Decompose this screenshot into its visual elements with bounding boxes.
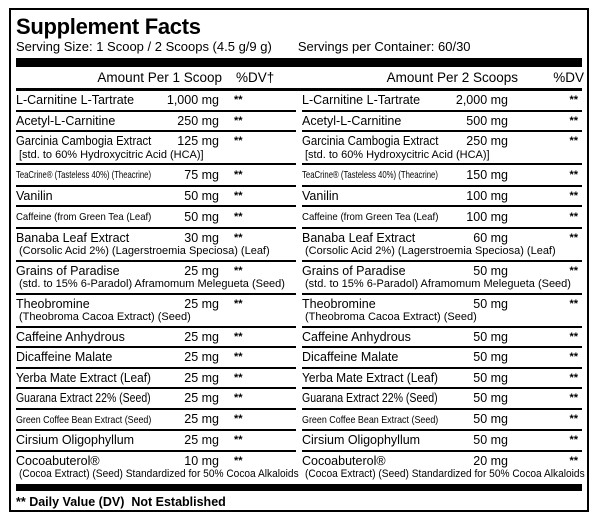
ingredient-name: Banaba Leaf Extract: [16, 230, 130, 245]
ingredient-row: [16, 387, 296, 408]
column-headers-2-scoops: [305, 70, 588, 85]
ingredient-amount: 2,000 mg: [455, 93, 508, 107]
ingredient-dv-value: **: [569, 330, 578, 343]
footnote: ** Daily Value (DV) Not Established: [16, 494, 226, 509]
serving-info: [16, 39, 582, 54]
ingredient-dv-value: **: [234, 413, 243, 426]
ingredient-amount: 25 mg: [184, 433, 219, 447]
ingredient-row: [16, 130, 296, 163]
ingredient-row: [302, 387, 582, 408]
ingredient-row: [302, 205, 582, 227]
ingredient-amount: 125 mg: [177, 134, 219, 148]
ingredient-name: Theobromine: [302, 296, 376, 311]
ingredient-row: [16, 185, 296, 206]
ingredient-dv-value: **: [234, 231, 243, 244]
amount-per-1-scoop-header: Amount Per 1 Scoop: [97, 70, 222, 85]
ingredient-amount: 60 mg: [473, 230, 508, 245]
ingredient-amount: 20 mg: [473, 453, 508, 468]
ingredient-row: [16, 429, 296, 450]
ingredient-dv-value: **: [569, 264, 578, 277]
ingredient-name: Cirsium Oligophyllum: [302, 433, 421, 447]
ingredient-name: Acetyl-L-Carnitine: [302, 113, 402, 128]
ingredient-dv-value: **: [569, 413, 578, 426]
ingredient-dv-value: **: [569, 135, 578, 148]
ingredient-dv-value: **: [569, 168, 578, 181]
ingredient-amount: 50 mg: [184, 188, 219, 203]
ingredient-row: [16, 293, 296, 326]
ingredient-amount: 10 mg: [184, 453, 219, 468]
table-1-scoop: [16, 91, 299, 483]
ingredient-dv-value: **: [234, 351, 243, 364]
supplement-facts-label: [9, 8, 589, 512]
ingredient-name: Acetyl-L-Carnitine: [16, 113, 116, 128]
ingredient-name: Guarana Extract 22% (Seed): [302, 391, 438, 405]
ingredient-amount: 50 mg: [473, 433, 508, 447]
ingredient-row: [302, 227, 582, 260]
ingredient-subtext: (Cocoa Extract) (Seed) Standardized for 50% Cocoa Alkaloids: [305, 468, 585, 480]
ingredient-row: [302, 91, 582, 110]
ingredient-dv-value: **: [234, 210, 243, 223]
ingredient-dv-value: **: [569, 210, 578, 223]
ingredient-row: [302, 110, 582, 131]
ingredient-amount: 75 mg: [184, 167, 219, 182]
ingredient-subtext: (Corsolic Acid 2%) (Lagerstroemia Speciosa) (Leaf): [19, 245, 270, 257]
ingredient-subtext: (Corsolic Acid 2%) (Lagerstroemia Speciosa) (Leaf): [305, 245, 556, 257]
ingredient-row: [302, 408, 582, 430]
ingredient-amount: 25 mg: [184, 263, 219, 278]
ingredient-name: Caffeine Anhydrous: [302, 329, 411, 344]
ingredient-amount: 25 mg: [184, 391, 219, 405]
ingredient-row: [302, 450, 585, 483]
ingredient-name: Grains of Paradise: [302, 263, 406, 278]
ingredient-dv-value: **: [569, 434, 578, 447]
ingredient-subtext: (Theobroma Cacoa Extract) (Seed): [19, 311, 191, 323]
ingredient-amount: 50 mg: [473, 370, 508, 385]
column-headers: [16, 67, 582, 88]
ingredient-subtext: [std. to 60% Hydroxycitric Acid (HCA)]: [19, 148, 204, 161]
ingredient-dv-value: **: [234, 434, 243, 447]
ingredient-subtext: [std. to 60% Hydroxycitric Acid (HCA)]: [305, 148, 490, 161]
ingredient-name: Caffeine (from Green Tea (Leaf): [302, 211, 439, 223]
ingredient-name: L-Carnitine L-Tartrate: [16, 93, 135, 107]
ingredient-name: Cocoabuterol®: [302, 453, 386, 468]
dv-header-2-scoops: %DV: [553, 70, 584, 85]
ingredient-dv-value: **: [569, 189, 578, 202]
ingredient-name: Banaba Leaf Extract: [302, 230, 416, 245]
ingredient-amount: 50 mg: [473, 350, 508, 364]
ingredient-row: [16, 91, 296, 110]
ingredient-dv-value: **: [234, 392, 243, 405]
ingredient-amount: 150 mg: [466, 167, 508, 182]
ingredient-amount: 500 mg: [466, 113, 508, 128]
label-title: Supplement Facts: [16, 14, 201, 39]
ingredient-name: Green Coffee Bean Extract (Seed): [302, 413, 439, 426]
ingredient-row: [16, 326, 296, 347]
ingredient-dv-value: **: [234, 297, 243, 310]
ingredient-dv-value: **: [569, 351, 578, 364]
ingredient-row: [16, 110, 296, 131]
ingredient-row: [302, 293, 582, 326]
ingredient-dv-value: **: [234, 454, 243, 467]
ingredient-amount: 25 mg: [184, 350, 219, 364]
ingredient-amount: 50 mg: [473, 296, 508, 311]
ingredient-name: Vanilin: [302, 188, 339, 203]
dv-header-1-scoop: %DV†: [236, 70, 275, 85]
ingredient-name: Dicaffeine Malate: [302, 350, 399, 364]
ingredient-dv-value: **: [569, 454, 578, 467]
ingredient-name: Dicaffeine Malate: [16, 350, 113, 364]
amount-per-2-scoops-header: Amount Per 2 Scoops: [386, 70, 518, 85]
ingredient-subtext: (Theobroma Cacoa Extract) (Seed): [305, 311, 477, 323]
ingredient-name: Theobromine: [16, 296, 90, 311]
ingredient-row: [302, 326, 582, 347]
ingredient-row: [302, 429, 582, 450]
column-headers-1-scoop: [16, 70, 299, 85]
ingredient-row: [16, 367, 296, 388]
ingredient-amount: 50 mg: [473, 412, 508, 426]
ingredient-row: [302, 260, 582, 293]
ingredient-name: L-Carnitine L-Tartrate: [302, 93, 421, 107]
ingredient-amount: 25 mg: [184, 296, 219, 311]
ingredient-dv-value: **: [569, 114, 578, 127]
divider-bar-bottom: [16, 484, 582, 491]
ingredient-row: [302, 346, 582, 367]
ingredient-name: Yerba Mate Extract (Leaf): [302, 370, 439, 385]
ingredient-row: [16, 205, 296, 227]
ingredient-row: [302, 367, 582, 388]
ingredient-amount: 50 mg: [473, 391, 508, 405]
ingredient-name: Grains of Paradise: [16, 263, 120, 278]
ingredient-dv-value: **: [234, 135, 243, 148]
ingredient-row: [16, 408, 296, 430]
ingredient-dv-value: **: [234, 114, 243, 127]
ingredient-name: Caffeine (from Green Tea (Leaf): [16, 211, 152, 223]
ingredient-dv-value: **: [569, 392, 578, 405]
ingredient-row: [302, 163, 582, 185]
divider-bar-top: [16, 58, 582, 67]
ingredient-amount: 30 mg: [184, 230, 219, 245]
ingredient-name: Garcinia Cambogia Extract: [302, 134, 439, 148]
ingredient-row: [16, 163, 296, 185]
ingredient-name: Cocoabuterol®: [16, 453, 100, 468]
ingredient-amount: 100 mg: [466, 188, 508, 203]
ingredient-dv-value: **: [234, 189, 243, 202]
ingredient-row: [16, 227, 296, 260]
ingredient-name: Caffeine Anhydrous: [16, 329, 125, 344]
ingredient-dv-value: **: [234, 168, 243, 181]
ingredient-name: TeaCrine® (Tasteless 40%) (Theacrine): [16, 169, 152, 181]
ingredient-dv-value: **: [234, 371, 243, 384]
ingredient-amount: 25 mg: [184, 370, 219, 385]
ingredient-amount: 250 mg: [466, 134, 508, 148]
ingredient-name: Cirsium Oligophyllum: [16, 433, 135, 447]
ingredient-dv-value: **: [569, 231, 578, 244]
ingredient-amount: 25 mg: [184, 329, 219, 344]
ingredient-name: Yerba Mate Extract (Leaf): [16, 370, 152, 385]
serving-size-text: Serving Size: 1 Scoop / 2 Scoops (4.5 g/9 g): [16, 39, 272, 54]
ingredient-subtext: (std. to 15% 6-Paradol) Aframomum Melegueta (Seed): [305, 278, 571, 290]
ingredient-row: [16, 260, 296, 293]
ingredient-name: Green Coffee Bean Extract (Seed): [16, 413, 152, 426]
ingredient-row: [16, 450, 299, 483]
ingredient-row: [302, 185, 582, 206]
ingredient-amount: 1,000 mg: [166, 93, 219, 107]
ingredient-dv-value: **: [234, 94, 243, 107]
ingredient-row: [302, 130, 582, 163]
ingredient-amount: 50 mg: [184, 209, 219, 224]
ingredient-name: Vanilin: [16, 188, 53, 203]
table-2-scoops: [302, 91, 585, 483]
ingredient-name: Garcinia Cambogia Extract: [16, 134, 152, 148]
ingredient-name: Guarana Extract 22% (Seed): [16, 391, 151, 405]
ingredient-row: [16, 346, 296, 367]
ingredient-dv-value: **: [569, 371, 578, 384]
ingredient-amount: 25 mg: [184, 412, 219, 426]
ingredient-dv-value: **: [569, 297, 578, 310]
ingredient-amount: 250 mg: [177, 113, 219, 128]
ingredient-subtext: (Cocoa Extract) (Seed) Standardized for 50% Cocoa Alkaloids: [19, 468, 299, 480]
ingredient-name: TeaCrine® (Tasteless 40%) (Theacrine): [302, 169, 438, 181]
ingredient-amount: 50 mg: [473, 263, 508, 278]
servings-per-container-text: Servings per Container: 60/30: [297, 39, 471, 54]
ingredient-dv-value: **: [234, 330, 243, 343]
ingredient-dv-value: **: [234, 264, 243, 277]
ingredient-subtext: (std. to 15% 6-Paradol) Aframomum Melegueta (Seed): [19, 278, 285, 290]
ingredient-tables: [16, 91, 585, 483]
ingredient-dv-value: **: [569, 94, 578, 107]
ingredient-amount: 100 mg: [466, 209, 508, 224]
ingredient-amount: 50 mg: [473, 329, 508, 344]
